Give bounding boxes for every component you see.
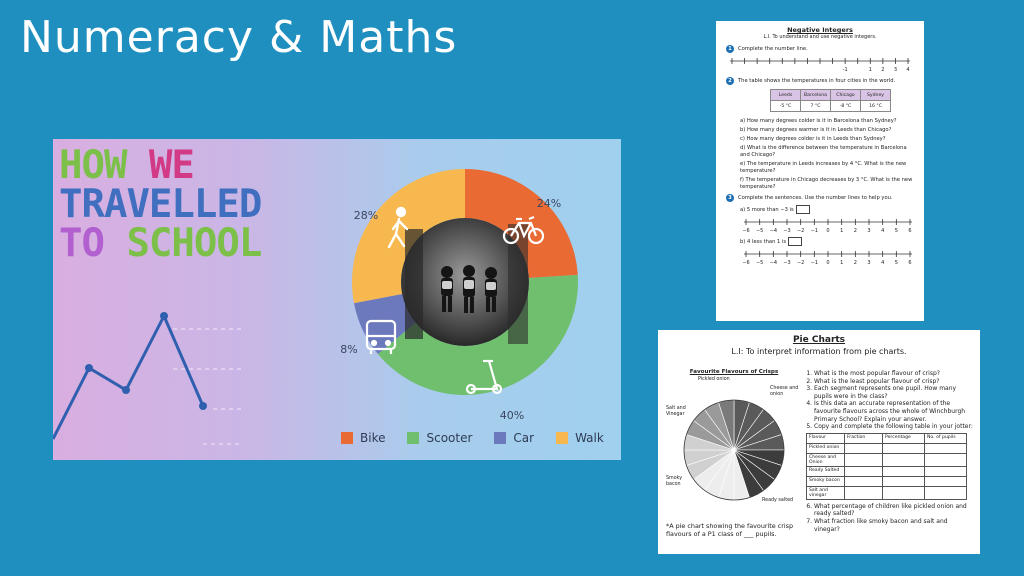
number-line-label: −6 xyxy=(742,228,750,234)
temp-table-cell: 7 °C xyxy=(801,101,831,112)
number-line-q3a xyxy=(740,216,916,234)
pie-label-smoky-bacon: Smoky bacon xyxy=(666,476,683,487)
crisp-table-cell: Salt and vinegar xyxy=(807,486,845,499)
pie-question-list-2 xyxy=(804,503,974,533)
pie-question: 7. What fraction like smoky bacon and salt and vinegar? xyxy=(814,518,974,533)
crisp-table-cell xyxy=(883,466,925,476)
number-line-label: 5 xyxy=(894,260,898,266)
crisp-table-cell xyxy=(845,486,883,499)
crisp-pie-title: Favourite Flavours of Crisps xyxy=(689,369,779,375)
temp-table-header: Sydney xyxy=(861,90,891,101)
donut-label-scooter: 40% xyxy=(499,409,525,422)
ws-q3: 3 Complete the sentences. Use the number lines to help you. xyxy=(726,194,914,202)
legend-label: Scooter xyxy=(426,431,473,445)
pie-caption: *A pie chart showing the favourite crisp flavours of a P1 class of ___ pupils. xyxy=(666,522,794,539)
infographic-title-word: WE xyxy=(148,143,194,188)
infographic-title-word: HOW xyxy=(59,143,149,188)
temp-table-cell: 16 °C xyxy=(861,101,891,112)
temp-table-header: Chicago xyxy=(831,90,861,101)
number-line-label: -1 xyxy=(842,67,848,73)
crisp-table-header: Percentage xyxy=(883,433,925,443)
crisp-table-cell xyxy=(883,453,925,466)
crisp-table-header: No. of pupils xyxy=(925,433,967,443)
donut-label-walk: 28% xyxy=(353,209,379,222)
number-line-label: 3 xyxy=(867,228,871,234)
legend-swatch xyxy=(341,432,353,444)
number-line-q1 xyxy=(726,55,914,73)
crisp-pie-area xyxy=(666,368,802,516)
pie-question: 6. What percentage of children like pickled onion and ready salted? xyxy=(814,503,974,518)
number-line-label: 1 xyxy=(868,67,872,73)
donut-label-car: 8% xyxy=(340,343,358,356)
pie-label-salt-vinegar: Salt and Vinegar xyxy=(666,406,686,417)
crisp-table-cell: Ready Salted xyxy=(807,466,845,476)
number-line-label: 6 xyxy=(908,260,912,266)
crisp-table-cell xyxy=(883,486,925,499)
crisp-table-cell xyxy=(925,443,967,453)
ws-q3a: a) 5 more than −3 is xyxy=(740,205,914,214)
number-line-label: −5 xyxy=(755,228,764,234)
legend-label: Bike xyxy=(360,431,386,445)
crisp-table-header: Fraction xyxy=(845,433,883,443)
temp-table-header: Barcelona xyxy=(801,90,831,101)
crisp-table-cell xyxy=(925,453,967,466)
pie-label-pickled-onion: Pickled onion xyxy=(698,377,730,382)
crisp-table-cell xyxy=(845,476,883,486)
pie-question: 5. Copy and complete the following table in your jotter: xyxy=(814,423,974,431)
ws-q2: 2 The table shows the temperatures in four cities in the world. xyxy=(726,77,914,85)
number-line-label: 0 xyxy=(826,260,830,266)
crisp-table-cell: Smoky bacon xyxy=(807,476,845,486)
number-line-label: −4 xyxy=(769,260,778,266)
number-line-label: −5 xyxy=(755,260,764,266)
crisp-table-cell xyxy=(845,466,883,476)
pie-label-cheese-onion: Cheese and onion xyxy=(770,386,799,397)
travel-chart xyxy=(53,139,621,460)
number-line-label: −3 xyxy=(783,228,791,234)
legend-label: Car xyxy=(513,431,535,445)
question-part: a) How many degrees colder is it in Barcelona than Sydney? xyxy=(740,118,897,124)
slide-title: Numeracy & Maths xyxy=(20,12,458,63)
number-line-label: 2 xyxy=(853,228,857,234)
question-part: e) The temperature in Leeds increases by 4 °C. What is the new temperature? xyxy=(740,161,907,174)
number-line-label: 0 xyxy=(826,228,830,234)
infographic-title-word: SCHOOL xyxy=(126,221,262,266)
number-line-label: 6 xyxy=(908,228,912,234)
number-line-label: 5 xyxy=(894,228,898,234)
number-line-label: 2 xyxy=(881,67,885,73)
number-line-label: −2 xyxy=(796,228,805,234)
ws-q2-parts xyxy=(740,118,914,191)
crisp-table-cell xyxy=(925,466,967,476)
pie-question: 1. What is the most popular flavour of crisp? xyxy=(814,370,974,378)
legend-swatch xyxy=(494,432,506,444)
crisp-table-header: Flavour xyxy=(807,433,845,443)
infographic-title-word: TO xyxy=(59,221,127,266)
number-line-label: −3 xyxy=(783,260,791,266)
crisp-table-cell: Cheese and Onion xyxy=(807,453,845,466)
answer-box-a xyxy=(796,205,810,214)
question-part: d) What is the difference between the temperature in Barcelona and Chicago? xyxy=(740,145,907,158)
legend-item-scooter xyxy=(407,431,472,445)
number-line-q3b xyxy=(740,248,916,266)
ws-pie-subtitle: L.I: To interpret information from pie charts. xyxy=(731,347,907,356)
crisp-table-cell xyxy=(845,453,883,466)
crisp-table-cell xyxy=(845,443,883,453)
crisp-table xyxy=(806,433,967,500)
number-line-label: 4 xyxy=(906,67,910,73)
answer-box-b xyxy=(788,237,802,246)
question-part: b) How many degrees warmer is it in Leeds than Chicago? xyxy=(740,127,892,133)
crisp-table-cell xyxy=(925,486,967,499)
temp-table-cell: -5 °C xyxy=(771,101,801,112)
temperature-table xyxy=(770,89,891,112)
legend-swatch xyxy=(556,432,568,444)
legend-item-walk xyxy=(556,431,604,445)
pie-label-ready-salted: Ready salted xyxy=(762,498,794,503)
question-part: f) The temperature in Chicago decreases by 3 °C. What is the new temperature? xyxy=(740,177,913,190)
number-line-label: 1 xyxy=(840,228,844,234)
crisp-table-cell xyxy=(925,476,967,486)
infographic-title-word: TRAVELLED xyxy=(59,182,262,227)
number-line-label: −2 xyxy=(796,260,805,266)
question-part: c) How many degrees colder is it in Leeds than Sydney? xyxy=(740,136,886,142)
decorative-line-graph xyxy=(53,312,243,444)
ws-pie-title: Pie Charts xyxy=(792,335,846,345)
worksheet-negative-integers xyxy=(716,21,924,321)
worksheet-pie-charts xyxy=(658,330,980,554)
number-line-label: 1 xyxy=(840,260,844,266)
crisp-table-cell: Pickled onion xyxy=(807,443,845,453)
chart-legend xyxy=(341,431,604,445)
legend-item-car xyxy=(494,431,534,445)
donut-label-bike: 24% xyxy=(536,197,562,210)
number-line-label: 4 xyxy=(881,260,885,266)
ws-q3b: b) 4 less than 1 is xyxy=(740,237,914,246)
temp-table-cell: -8 °C xyxy=(831,101,861,112)
ws-q1: 1 Complete the number line. xyxy=(726,45,914,53)
number-line-label: −6 xyxy=(742,260,750,266)
pie-question: 2. What is the least popular flavour of crisp? xyxy=(814,378,974,386)
number-line-label: 3 xyxy=(867,260,871,266)
ws-negative-subtitle: L.I. To understand and use negative integers. xyxy=(763,34,877,40)
pie-question-list xyxy=(804,370,974,431)
pie-question: 3. Each segment represents one pupil. How many pupils were in the class? xyxy=(814,385,974,400)
ws-negative-title: Negative Integers xyxy=(787,26,853,34)
crisp-table-cell xyxy=(883,476,925,486)
travel-infographic xyxy=(53,139,621,460)
pie-questions xyxy=(804,370,974,533)
crisp-table-cell xyxy=(883,443,925,453)
number-line-label: 2 xyxy=(853,260,857,266)
legend-label: Walk xyxy=(575,431,604,445)
crisp-pie-chart xyxy=(666,376,802,516)
number-line-label: 3 xyxy=(893,67,898,73)
children-walking-photo xyxy=(401,218,529,346)
legend-swatch xyxy=(407,432,419,444)
number-line-label: −1 xyxy=(810,260,819,266)
pie-question: 4. Is this data an accurate representation of the favourite flavours across the whole of Winchburgh Primary School? Explain your answer. xyxy=(814,400,974,423)
legend-item-bike xyxy=(341,431,385,445)
temp-table-header: Leeds xyxy=(771,90,801,101)
number-line-label: −1 xyxy=(810,228,819,234)
number-line-label: 4 xyxy=(881,228,885,234)
number-line-label: −4 xyxy=(769,228,778,234)
